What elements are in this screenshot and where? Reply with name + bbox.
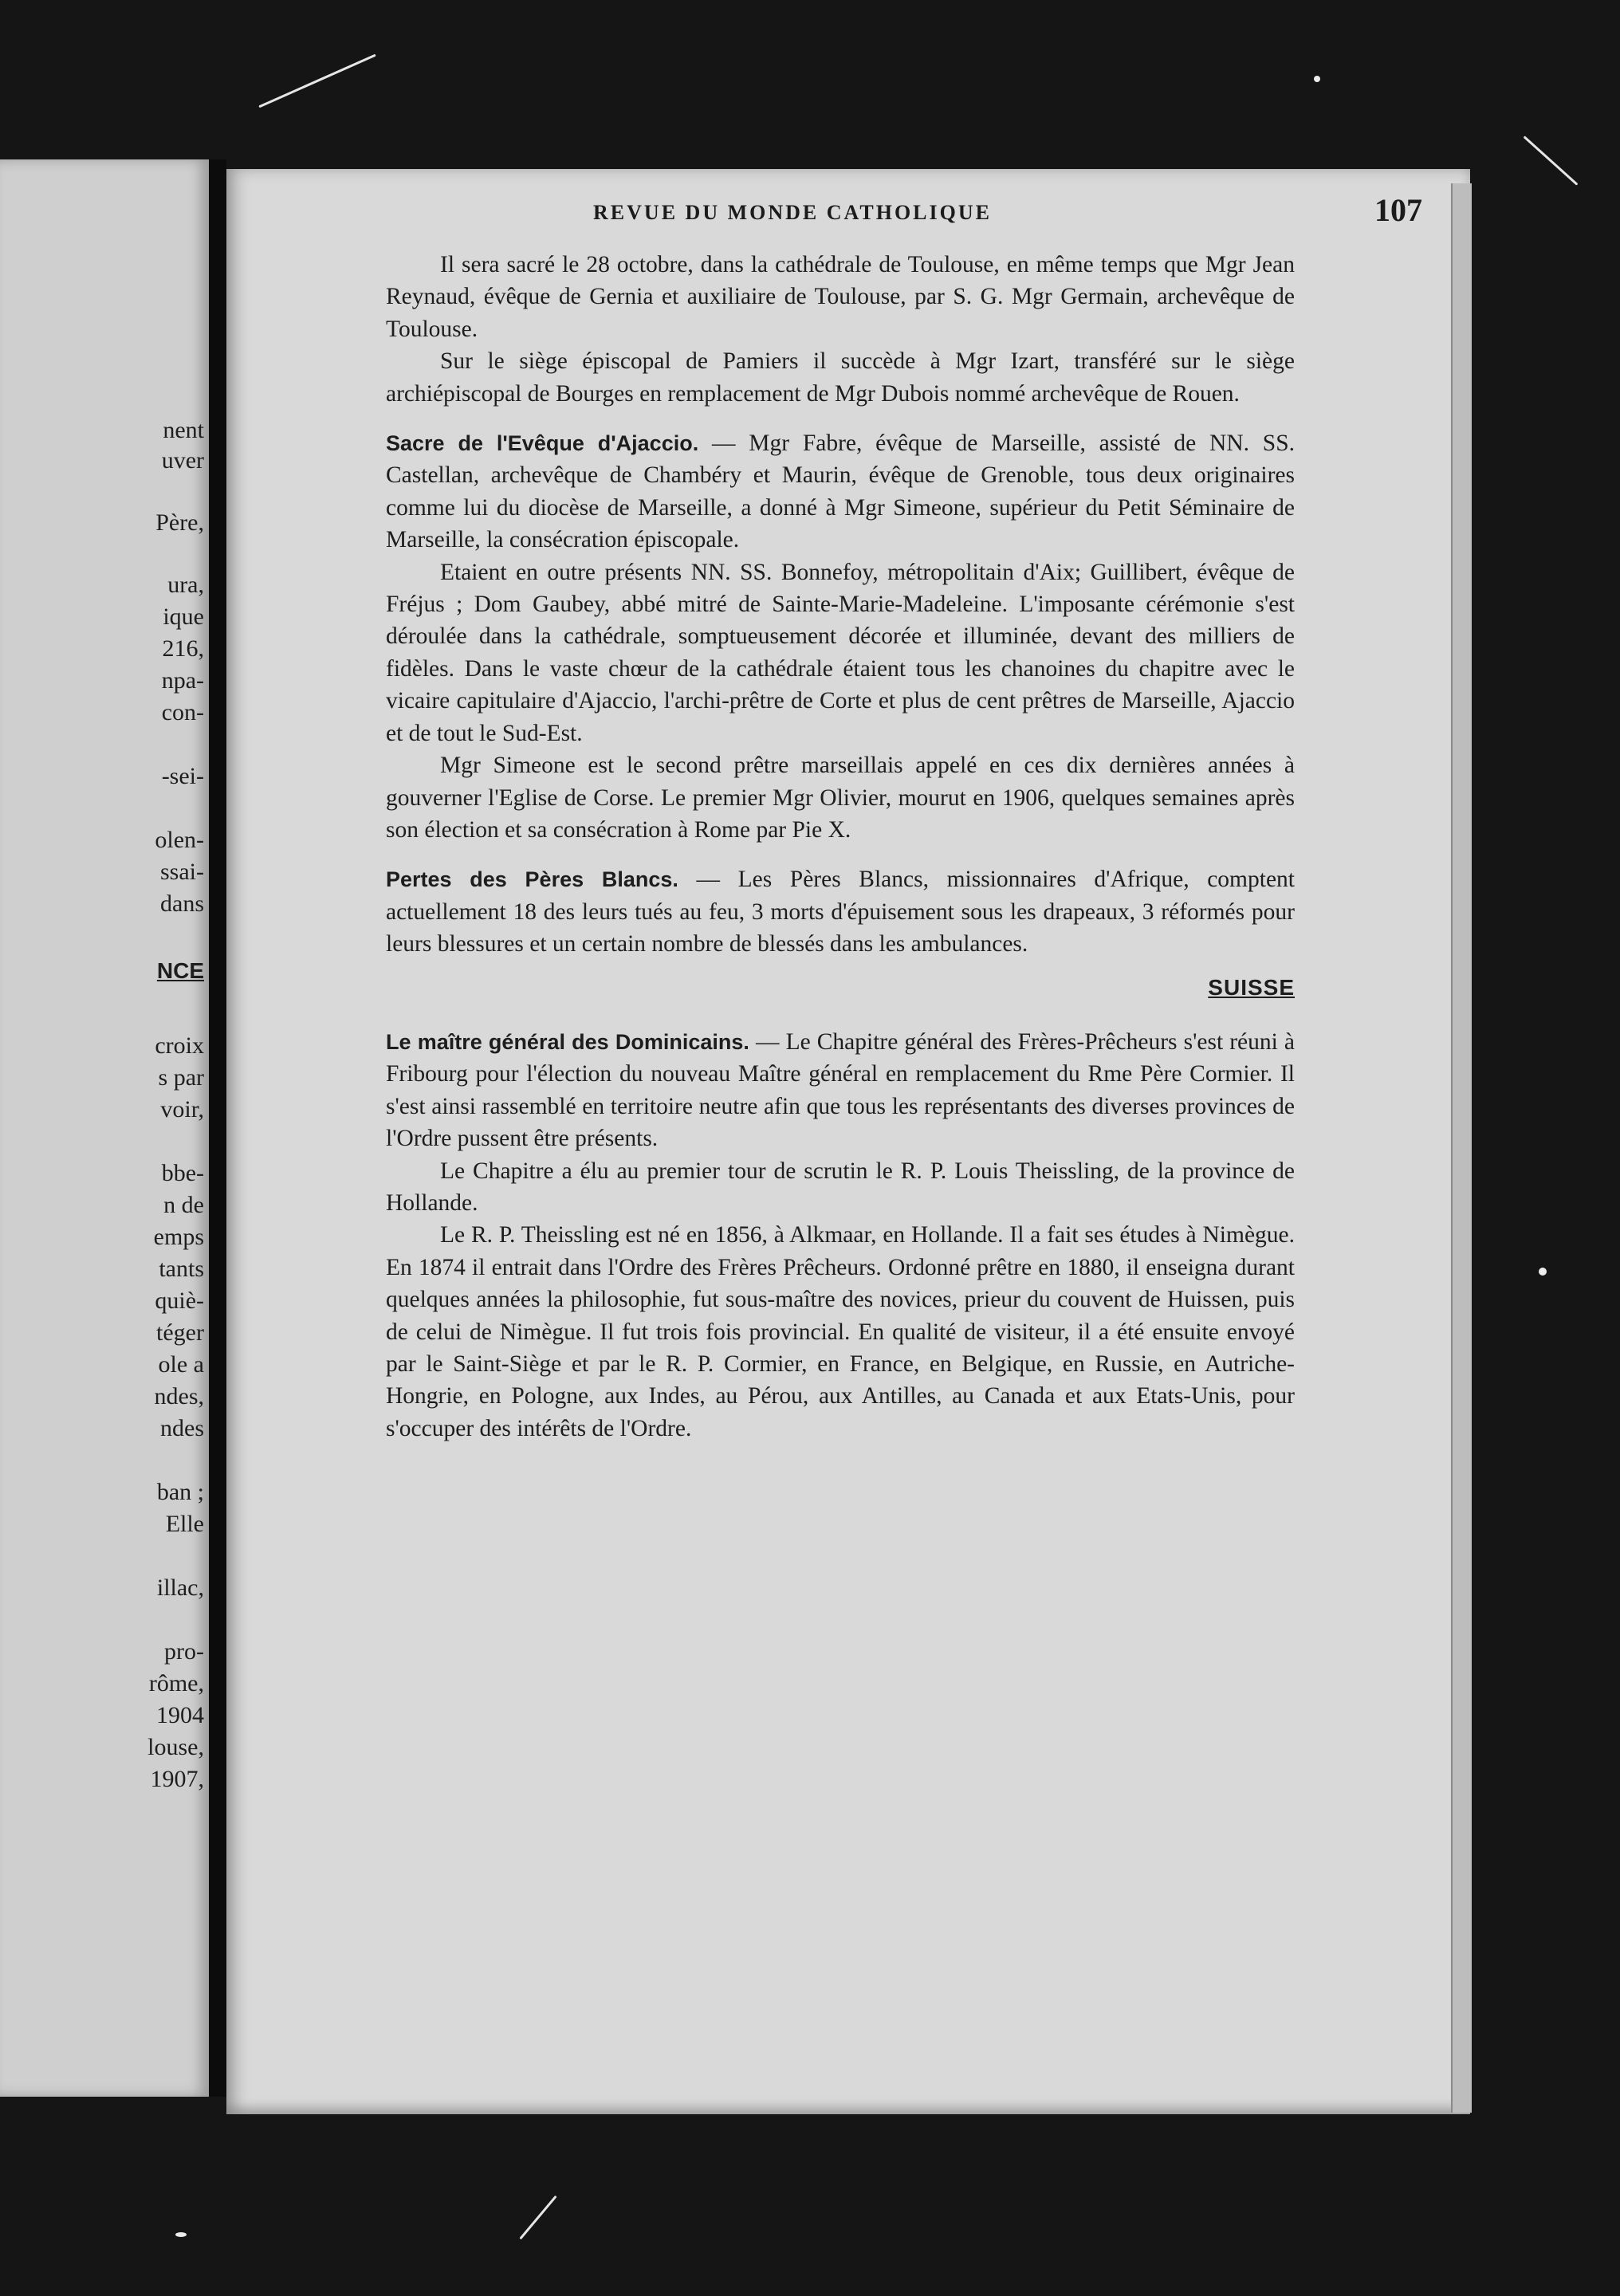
dust-speck <box>175 2232 187 2237</box>
left-page-line: -sei- <box>161 763 204 789</box>
left-page-line: illac, <box>156 1575 204 1601</box>
left-page-line: dans <box>160 890 204 917</box>
book-gutter <box>209 159 226 2097</box>
article-maitre-general <box>386 1026 1295 1155</box>
paragraph: Le Chapitre a élu au premier tour de scrutin le R. P. Louis Theissling, de la province de Hollande. <box>386 1158 1295 1216</box>
dust-speck <box>1314 76 1320 82</box>
left-page-line: ique <box>163 603 204 630</box>
article-text: — Les Pères Blancs, missionnaires d'Afrique, comptent actuellement 18 des leurs tués au feu, 3 morts d'épuisement sous les drapeaux, 3 réformés pour leurs blessures et un certain nombre de blessés dans les ambulances. <box>386 867 1295 957</box>
article-body <box>386 249 1295 1445</box>
page-number: 107 <box>1374 192 1422 228</box>
left-page-line: bbe- <box>161 1160 204 1186</box>
left-page-line: Père, <box>155 509 204 536</box>
left-page-line: tants <box>159 1256 204 1282</box>
page-edge <box>1451 183 1472 2113</box>
article-text: — Le Chapitre général des Frères-Prêcheurs s'est réuni à Fribourg pour l'élection du nouveau Maître général en remplacement du Rme Père Cormier. Il s'est ainsi rassemblé en territoire neutre afin que tous les représentants des diverses provinces de l'Ordre pussent être présents. <box>386 1028 1295 1152</box>
film-scratch <box>519 2196 556 2240</box>
left-page-line: 1907, <box>150 1766 204 1792</box>
running-title: REVUE DU MONDE CATHOLIQUE <box>593 201 992 224</box>
dust-speck <box>1539 1268 1547 1276</box>
paragraph: Il sera sacré le 28 octobre, dans la cathédrale de Toulouse, en même temps que Mgr Jean Reynaud, évêque de Gernia et auxiliaire de Toulouse, par S. G. Mgr Germain, archevêque de Toulouse. <box>386 252 1295 342</box>
article-title: Le maître général des Dominicains. <box>386 1029 749 1054</box>
paragraph: Le R. P. Theissling est né en 1856, à Alkmaar, en Hollande. Il a fait ses études à Nimègue. En 1874 il entrait dans l'Ordre des Frères Prêcheurs. Ordonné prêtre en 1880, il enseigna durant quelques années la philosophie, fut sous-maître des novices, prieur du couvent de Huissen, puis de celui de Nimègue. Il fut trois fois provincial. En qualité de visiteur, il a été ensuite envoyé par le Saint-Siège et par le R. P. Cormier, en France, en Belgique, en Russie, en Autriche-Hongrie, en Pologne, aux Indes, au Pérou, aux Antilles, au Canada et aux Etats-Unis, pour s'occuper des intérêts de l'Ordre. <box>386 1222 1295 1441</box>
film-scratch <box>1524 136 1579 185</box>
left-page-line: 216, <box>162 635 204 662</box>
left-page-line: voir, <box>160 1096 204 1122</box>
left-page-line: ndes, <box>154 1383 204 1409</box>
left-page-line: s par <box>158 1064 204 1091</box>
left-page-line: uver <box>161 447 204 474</box>
left-page-line: 1904 <box>156 1702 204 1728</box>
left-facing-page <box>0 159 209 2097</box>
left-page-line: nent <box>163 417 204 443</box>
left-page-line: ole a <box>158 1351 204 1378</box>
left-page-line: ura, <box>167 572 204 598</box>
left-page-line: quiè- <box>155 1288 204 1314</box>
left-page-line: ban ; <box>156 1479 204 1505</box>
article-text: — Mgr Fabre, évêque de Marseille, assisté de NN. SS. Castellan, archevêque de Chambéry et Maurin, évêque de Grenoble, tous deux originaires comme lui du diocèse de Marseille, a donné à Mgr Simeone, supérieur du Petit Séminaire de Marseille, la consécration épiscopale. <box>386 431 1295 553</box>
left-page-line: n de <box>163 1192 204 1218</box>
film-scratch <box>258 54 376 108</box>
left-page-line: emps <box>153 1224 204 1250</box>
paragraph: Mgr Simeone est le second prêtre marseillais appelé en ces dix dernières années à gouverner l'Eglise de Corse. Le premier Mgr Olivier, mourut en 1906, quelques semaines après son élection et sa consécration à Rome par Pie X. <box>386 753 1295 843</box>
left-page-line: rôme, <box>148 1670 204 1696</box>
left-page-line: ssai- <box>160 859 204 885</box>
paragraph: Etaient en outre présents NN. SS. Bonnefoy, métropolitain d'Aix; Guillibert, évêque de Fréjus ; Dom Gaubey, abbé mitré de Sainte-Marie-Madeleine. L'imposante cérémonie s'est déroulée dans la cathédrale, somptueusement décorée et illuminée, devant des milliers de fidèles. Dans le vaste chœur de la cathédrale étaient tous les chanoines du chapitre avec le vicaire capitulaire d'Ajaccio, l'archi-prêtre de Corte et plus de cent prêtres de Marseille, Ajaccio et de tout le Sud-Est. <box>386 559 1295 746</box>
paragraph: Sur le siège épiscopal de Pamiers il succède à Mgr Izart, transféré sur le siège archiépiscopal de Bourges en remplacement de Mgr Dubois nommé archevêque de Rouen. <box>386 348 1295 407</box>
left-page-line: téger <box>156 1319 204 1346</box>
left-page-line: ndes <box>160 1415 204 1441</box>
left-page-line: louse, <box>147 1734 204 1760</box>
article-title: Pertes des Pères Blancs. <box>386 867 678 892</box>
left-page-line: pro- <box>164 1638 204 1665</box>
article-peres-blancs <box>386 863 1295 960</box>
left-page-section-heading: NCE <box>156 958 204 983</box>
left-page-line: Elle <box>165 1511 204 1537</box>
running-head <box>226 191 1422 231</box>
left-page-line: croix <box>155 1032 204 1059</box>
section-heading-suisse: SUISSE <box>1208 974 1295 1000</box>
left-page-line: con- <box>161 699 204 725</box>
left-page-line: olen- <box>155 827 204 853</box>
article-title: Sacre de l'Evêque d'Ajaccio. <box>386 431 699 456</box>
left-page-line: npa- <box>161 667 204 694</box>
article-sacre-ajaccio <box>386 427 1295 556</box>
